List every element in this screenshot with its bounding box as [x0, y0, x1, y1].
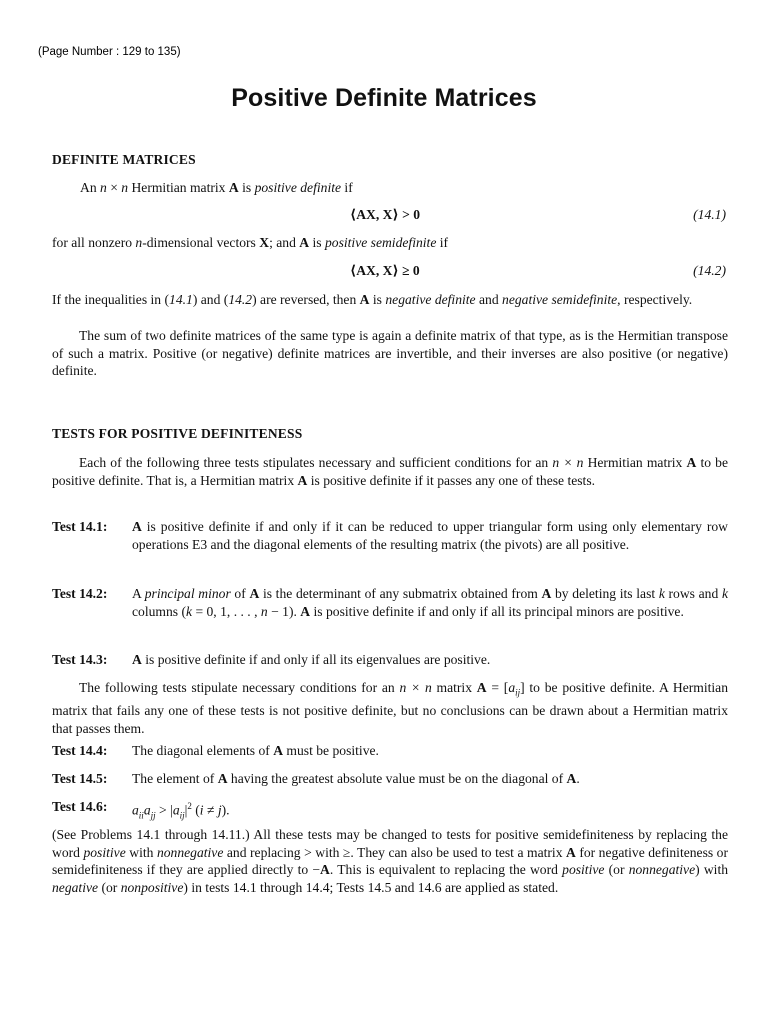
equation-number-14-1: (14.1) — [693, 207, 726, 222]
test-body: A is positive definite if and only if all its eigenvalues are positive. — [132, 652, 491, 667]
tests-intro-paragraph: Each of the following three tests stipulates necessary and sufficient conditions for an n × n Hermitian matrix A to be positive definite. That is, a Hermitian matrix A is positive definite if it passes any one of these tests. — [52, 455, 728, 488]
test-label: Test 14.1: — [52, 519, 108, 534]
test-14-5 — [52, 770, 728, 788]
test-body: A principal minor of A is the determinant of any submatrix obtained from A by deleting its last k rows and k columns (k = 0, 1, . . . , n − 1). A is positive definite if and only if all its principal minors are positive. — [132, 586, 728, 619]
test-14-4 — [52, 742, 728, 760]
equation-number-14-2: (14.2) — [693, 263, 726, 278]
section-heading-tests: TESTS FOR POSITIVE DEFINITENESS — [52, 426, 303, 441]
test-label: Test 14.5: — [52, 771, 108, 786]
test-body: The diagonal elements of A must be positive. — [132, 743, 379, 758]
test-14-6 — [52, 798, 728, 825]
definition-intro: An n × n Hermitian matrix A is positive definite if — [80, 180, 353, 195]
test-14-2 — [52, 585, 728, 620]
test-label: Test 14.2: — [52, 586, 108, 601]
necessary-conditions-paragraph: The following tests stipulate necessary conditions for an n × n matrix $A = [a_{ij}]$ to be positive definite. A Hermitian matrix that fails any one of these tests is not positive definite, but no conclusions can be drawn about a Hermitian matrix that passes them. — [52, 680, 728, 736]
test-body: The element of A having the greatest absolute value must be on the diagonal of A. — [132, 771, 580, 786]
test-14-1 — [52, 518, 728, 553]
test-14-3 — [52, 651, 728, 669]
test-label: Test 14.3: — [52, 652, 108, 667]
equation-14-1: ⟨AX, X⟩ > 0 — [350, 207, 421, 222]
test-label: Test 14.6: — [52, 799, 108, 814]
sum-paragraph: The sum of two definite matrices of the same type is again a definite matrix of that type, as is the Hermitian transpose of such a matrix. Positive (or negative) definite matrices are invertible, and their inverses are also positive (or negative) definite. — [52, 328, 728, 379]
page-number: (Page Number : 129 to 135) — [38, 46, 181, 58]
test-body: A is positive definite if and only if it can be reduced to upper triangular form using only elementary row operations E3 and the diagonal elements of the resulting matrix (the pivots) are all positive. — [132, 519, 728, 552]
test-label: Test 14.4: — [52, 743, 108, 758]
reversed-inequalities-paragraph: If the inequalities in (14.1) and (14.2) are reversed, then A is negative definite and negative semidefinite, respectively. — [52, 292, 693, 307]
page-title: Positive Definite Matrices — [231, 84, 537, 112]
final-paragraph: (See Problems 14.1 through 14.11.) All these tests may be changed to tests for positive semidefiniteness by replacing the word positive with nonnegative and replacing > with ≥. They can also be used to test a matrix A for negative definiteness or semidefiniteness if they are applied directly to −A. This is equivalent to replacing the word positive (or nonnegative) with negative (or nonpositive) in tests 14.1 through 14.4; Tests 14.5 and 14.6 are applied as stated. — [52, 827, 729, 895]
section-heading-definite-matrices: DEFINITE MATRICES — [52, 152, 196, 167]
definition-semidefinite: for all nonzero n-dimensional vectors X; and A is positive semidefinite if — [52, 235, 449, 250]
test-body: $a_{ii}a_{jj} > |a_{ij}|^2$ (i ≠ j). — [132, 801, 230, 821]
equation-14-2: ⟨AX, X⟩ ≥ 0 — [350, 263, 420, 278]
